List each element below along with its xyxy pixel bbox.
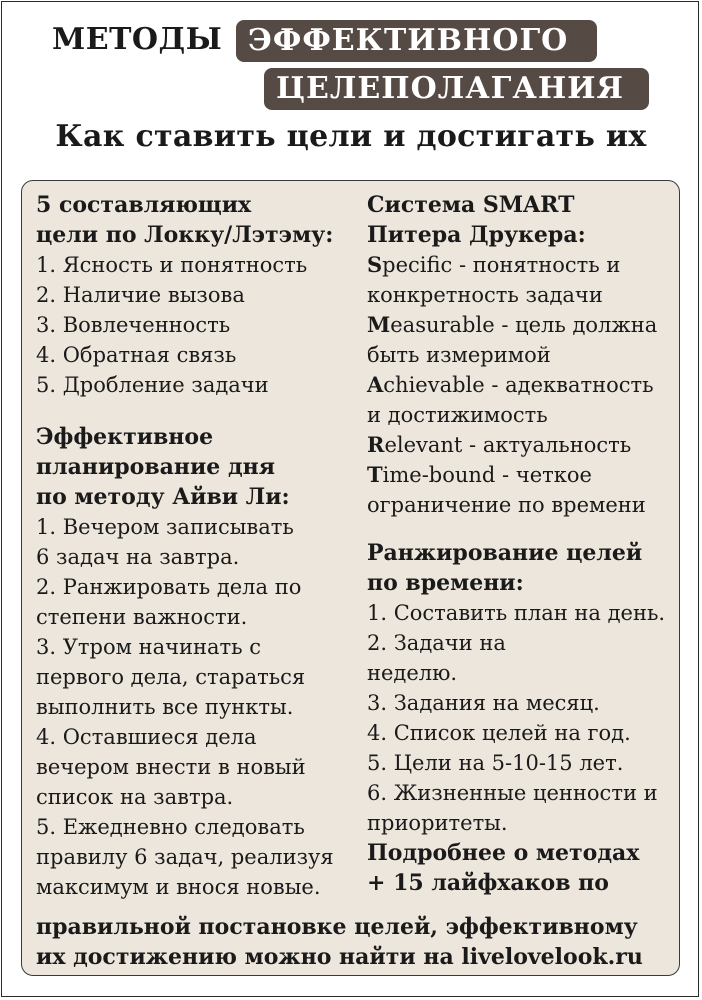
locke-heading: цели по Локку/Лэтэму: xyxy=(36,222,334,248)
smart-item-m xyxy=(367,310,679,340)
title-plain: МЕТОДЫ xyxy=(52,22,223,57)
smart-item-r xyxy=(367,430,679,460)
smart-item-cont: быть измеримой xyxy=(367,343,551,367)
locke-heading: 5 составляющих xyxy=(36,192,252,218)
smart-text: ime-bound - четкое xyxy=(382,463,592,487)
locke-item: 2. Наличие вызова xyxy=(36,283,245,307)
ivy-line: 2. Ранжировать дела по xyxy=(36,575,302,599)
ranking-heading: по времени: xyxy=(367,570,524,596)
ivy-line: 3. Утром начинать с xyxy=(36,635,262,659)
footer-line: их достижению можно найти на livelovelook.ru xyxy=(36,944,643,970)
more-heading: Подробнее о методах xyxy=(367,840,640,866)
smart-item-cont: конкретность задачи xyxy=(367,283,603,307)
ivy-line: правилу 6 задач, реализуя xyxy=(36,845,334,869)
ranking-line: приоритеты. xyxy=(367,811,508,835)
spacer xyxy=(367,520,679,538)
smart-letter: M xyxy=(367,312,391,337)
smart-item-t xyxy=(367,460,679,490)
subtitle: Как ставить цели и достигать их xyxy=(55,119,647,154)
ranking-line: 5. Цели на 5-10-15 лет. xyxy=(367,751,624,775)
ivy-line: 1. Вечером записывать xyxy=(36,515,294,539)
smart-text: pecific - понятность и xyxy=(382,253,621,277)
smart-heading: Система SMART xyxy=(367,192,575,218)
smart-text: elevant - актуальность xyxy=(384,433,632,457)
smart-item-cont: ограничение по времени xyxy=(367,493,646,517)
ranking-heading: Ранжирование целей xyxy=(367,540,643,566)
ivy-line: максимум и внося новые. xyxy=(36,875,321,899)
ivy-line: список на завтра. xyxy=(36,785,234,809)
more-heading: + 15 лайфхаков по xyxy=(367,870,609,896)
smart-letter: A xyxy=(367,372,384,397)
ivy-line: 6 задач на завтра. xyxy=(36,545,240,569)
ivy-heading: по методу Айви Ли: xyxy=(36,484,290,510)
ivy-line: первого дела, стараться xyxy=(36,665,306,689)
right-column xyxy=(367,190,679,898)
smart-text: easurable - цель должна xyxy=(390,313,658,337)
locke-item: 4. Обратная связь xyxy=(36,343,237,367)
ranking-line: неделю. xyxy=(367,661,458,685)
title-badge-2: ЦЕЛЕПОЛАГАНИЯ xyxy=(264,68,649,110)
left-column xyxy=(36,190,356,902)
ivy-line: степени важности. xyxy=(36,605,248,629)
ivy-line: 5. Ежедневно следовать xyxy=(36,815,305,839)
smart-letter: T xyxy=(367,462,383,487)
ivy-heading: Эффективное xyxy=(36,424,214,450)
smart-letter: S xyxy=(367,252,383,277)
smart-letter: R xyxy=(367,432,385,457)
ivy-line: 4. Оставшиеся дела xyxy=(36,725,257,749)
ivy-line: выполнить все пункты. xyxy=(36,695,294,719)
spacer xyxy=(36,400,356,422)
locke-item: 5. Дробление задачи xyxy=(36,373,269,397)
locke-item: 1. Ясность и понятность xyxy=(36,253,308,277)
smart-item-a xyxy=(367,370,679,400)
ranking-line: 4. Список целей на год. xyxy=(367,721,631,745)
ranking-line: 2. Задачи на xyxy=(367,631,506,655)
ivy-line: вечером внести в новый xyxy=(36,755,306,779)
ivy-heading: планирование дня xyxy=(36,454,275,480)
title-badge-1: ЭФФЕКТИВНОГО xyxy=(236,20,597,62)
ranking-line: 1. Составить план на день. xyxy=(367,601,666,625)
ranking-line: 3. Задания на месяц. xyxy=(367,691,600,715)
smart-heading: Питера Друкера: xyxy=(367,222,586,248)
locke-item: 3. Вовлеченность xyxy=(36,313,231,337)
footer-text xyxy=(36,912,643,972)
smart-item-s xyxy=(367,250,679,280)
ranking-line: 6. Жизненные ценности и xyxy=(367,781,658,805)
smart-item-cont: и достижимость xyxy=(367,403,548,427)
footer-line: правильной постановке целей, эффективному xyxy=(36,914,638,940)
smart-text: chievable - адекватность xyxy=(383,373,654,397)
